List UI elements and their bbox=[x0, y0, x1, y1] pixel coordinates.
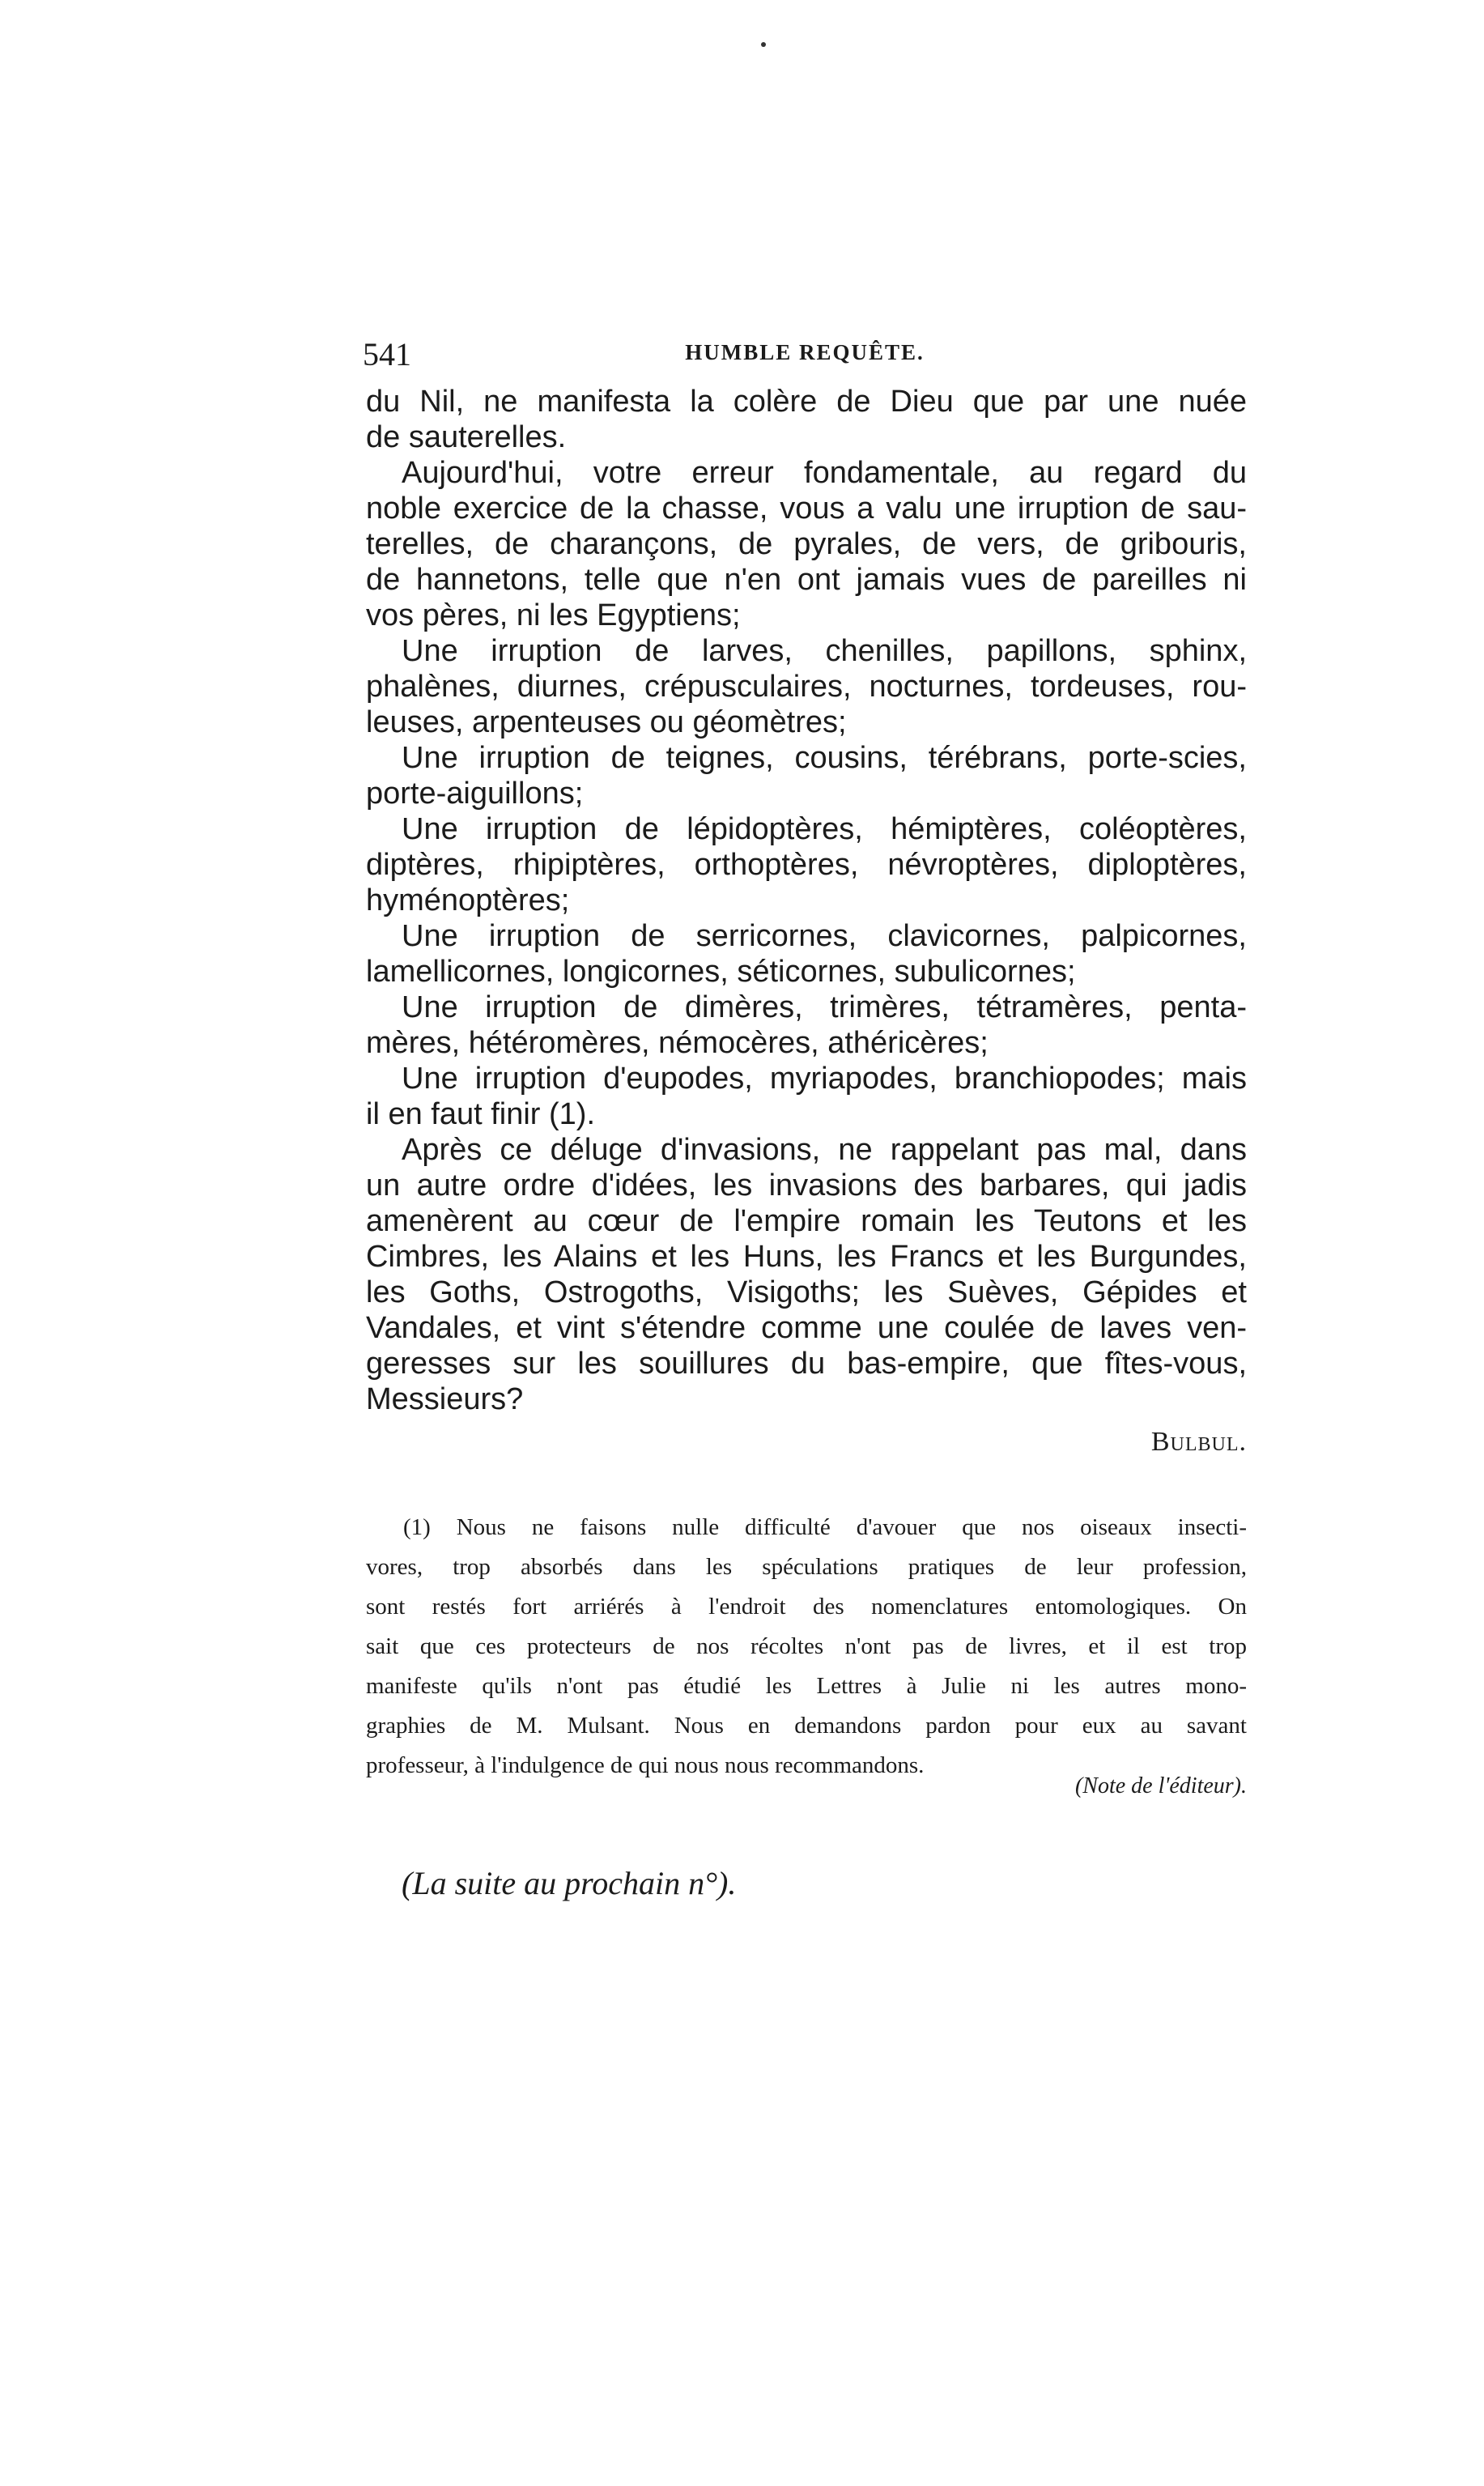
text-line: Une irruption d'eupodes, myriapodes, branchiopodes; mais bbox=[402, 1062, 1247, 1096]
text-line: il en faut finir (1). bbox=[366, 1097, 595, 1131]
text-line: amenèrent au cœur de l'empire romain les Teutons et les bbox=[366, 1204, 1247, 1238]
text-line: Une irruption de lépidoptères, hémiptères, coléoptères, bbox=[402, 812, 1247, 846]
text-line: Cimbres, les Alains et les Huns, les Francs et les Burgundes, bbox=[366, 1240, 1247, 1274]
print-speck bbox=[761, 42, 766, 47]
text-line: phalènes, diurnes, crépusculaires, nocturnes, tordeuses, rou- bbox=[366, 670, 1247, 704]
text-line: mères, hétéromères, némocères, athéricères; bbox=[366, 1026, 989, 1060]
text-line: diptères, rhipiptères, orthoptères, névroptères, diploptères, bbox=[366, 848, 1247, 882]
text-line: un autre ordre d'idées, les invasions des barbares, qui jadis bbox=[366, 1169, 1247, 1203]
main-text bbox=[366, 384, 1247, 1417]
text-line: Une irruption de dimères, trimères, tétramères, penta- bbox=[402, 990, 1247, 1024]
footnote-line: professeur, à l'indulgence de qui nous nous recommandons. bbox=[366, 1752, 925, 1778]
text-line: Une irruption de larves, chenilles, papillons, sphinx, bbox=[402, 634, 1247, 668]
running-title: HUMBLE REQUÊTE. bbox=[685, 340, 925, 364]
text-line: hyménoptères; bbox=[366, 883, 570, 917]
text-line: geresses sur les souillures du bas-empire, que fîtes-vous, bbox=[366, 1347, 1247, 1381]
text-line: leuses, arpenteuses ou géomètres; bbox=[366, 705, 847, 739]
text-line: Vandales, et vint s'étendre comme une coulée de laves ven- bbox=[366, 1311, 1247, 1345]
footnote-line: graphies de M. Mulsant. Nous en demandons pardon pour eux au savant bbox=[366, 1713, 1247, 1739]
text-line: lamellicornes, longicornes, séticornes, subulicornes; bbox=[366, 955, 1076, 989]
text-line: de sauterelles. bbox=[366, 420, 567, 454]
text-line: du Nil, ne manifesta la colère de Dieu que par une nuée bbox=[366, 385, 1247, 419]
text-line: Une irruption de serricornes, clavicornes, palpicornes, bbox=[402, 919, 1247, 953]
text-line: de hannetons, telle que n'en ont jamais vues de pareilles ni bbox=[366, 563, 1247, 597]
text-line: vos pères, ni les Egyptiens; bbox=[366, 598, 741, 632]
text-line: noble exercice de la chasse, vous a valu une irruption de sau- bbox=[366, 492, 1247, 526]
continued-notice: (La suite au prochain n°). bbox=[402, 1865, 737, 1901]
page-header bbox=[363, 335, 1247, 377]
footnote-line: sont restés fort arriérés à l'endroit des nomenclatures entomologiques. On bbox=[366, 1594, 1247, 1620]
footnote-line: vores, trop absorbés dans les spéculations pratiques de leur profession, bbox=[366, 1554, 1247, 1580]
text-line: Aujourd'hui, votre erreur fondamentale, au regard du bbox=[402, 456, 1247, 490]
text-line: porte-aiguillons; bbox=[366, 777, 584, 811]
text-line: terelles, de charançons, de pyrales, de vers, de gribouris, bbox=[366, 527, 1247, 561]
footnote bbox=[366, 1508, 1247, 1786]
footnote-line: sait que ces protecteurs de nos récoltes n'ont pas de livres, et il est trop bbox=[366, 1633, 1247, 1659]
footnote-line: (1) Nous ne faisons nulle difficulté d'avouer que nos oiseaux insecti- bbox=[403, 1514, 1247, 1540]
signature: Bulbul. bbox=[1150, 1427, 1247, 1457]
page-number: 541 bbox=[363, 336, 411, 372]
editor-note: (Note de l'éditeur). bbox=[1074, 1773, 1247, 1799]
text-line: les Goths, Ostrogoths, Visigoths; les Suèves, Gépides et bbox=[366, 1275, 1247, 1309]
footnote-line: manifeste qu'ils n'ont pas étudié les Lettres à Julie ni les autres mono- bbox=[366, 1673, 1247, 1699]
text-line: Après ce déluge d'invasions, ne rappelant pas mal, dans bbox=[402, 1133, 1247, 1167]
text-line: Messieurs? bbox=[366, 1382, 524, 1416]
text-line: Une irruption de teignes, cousins, térébrans, porte-scies, bbox=[402, 741, 1247, 775]
